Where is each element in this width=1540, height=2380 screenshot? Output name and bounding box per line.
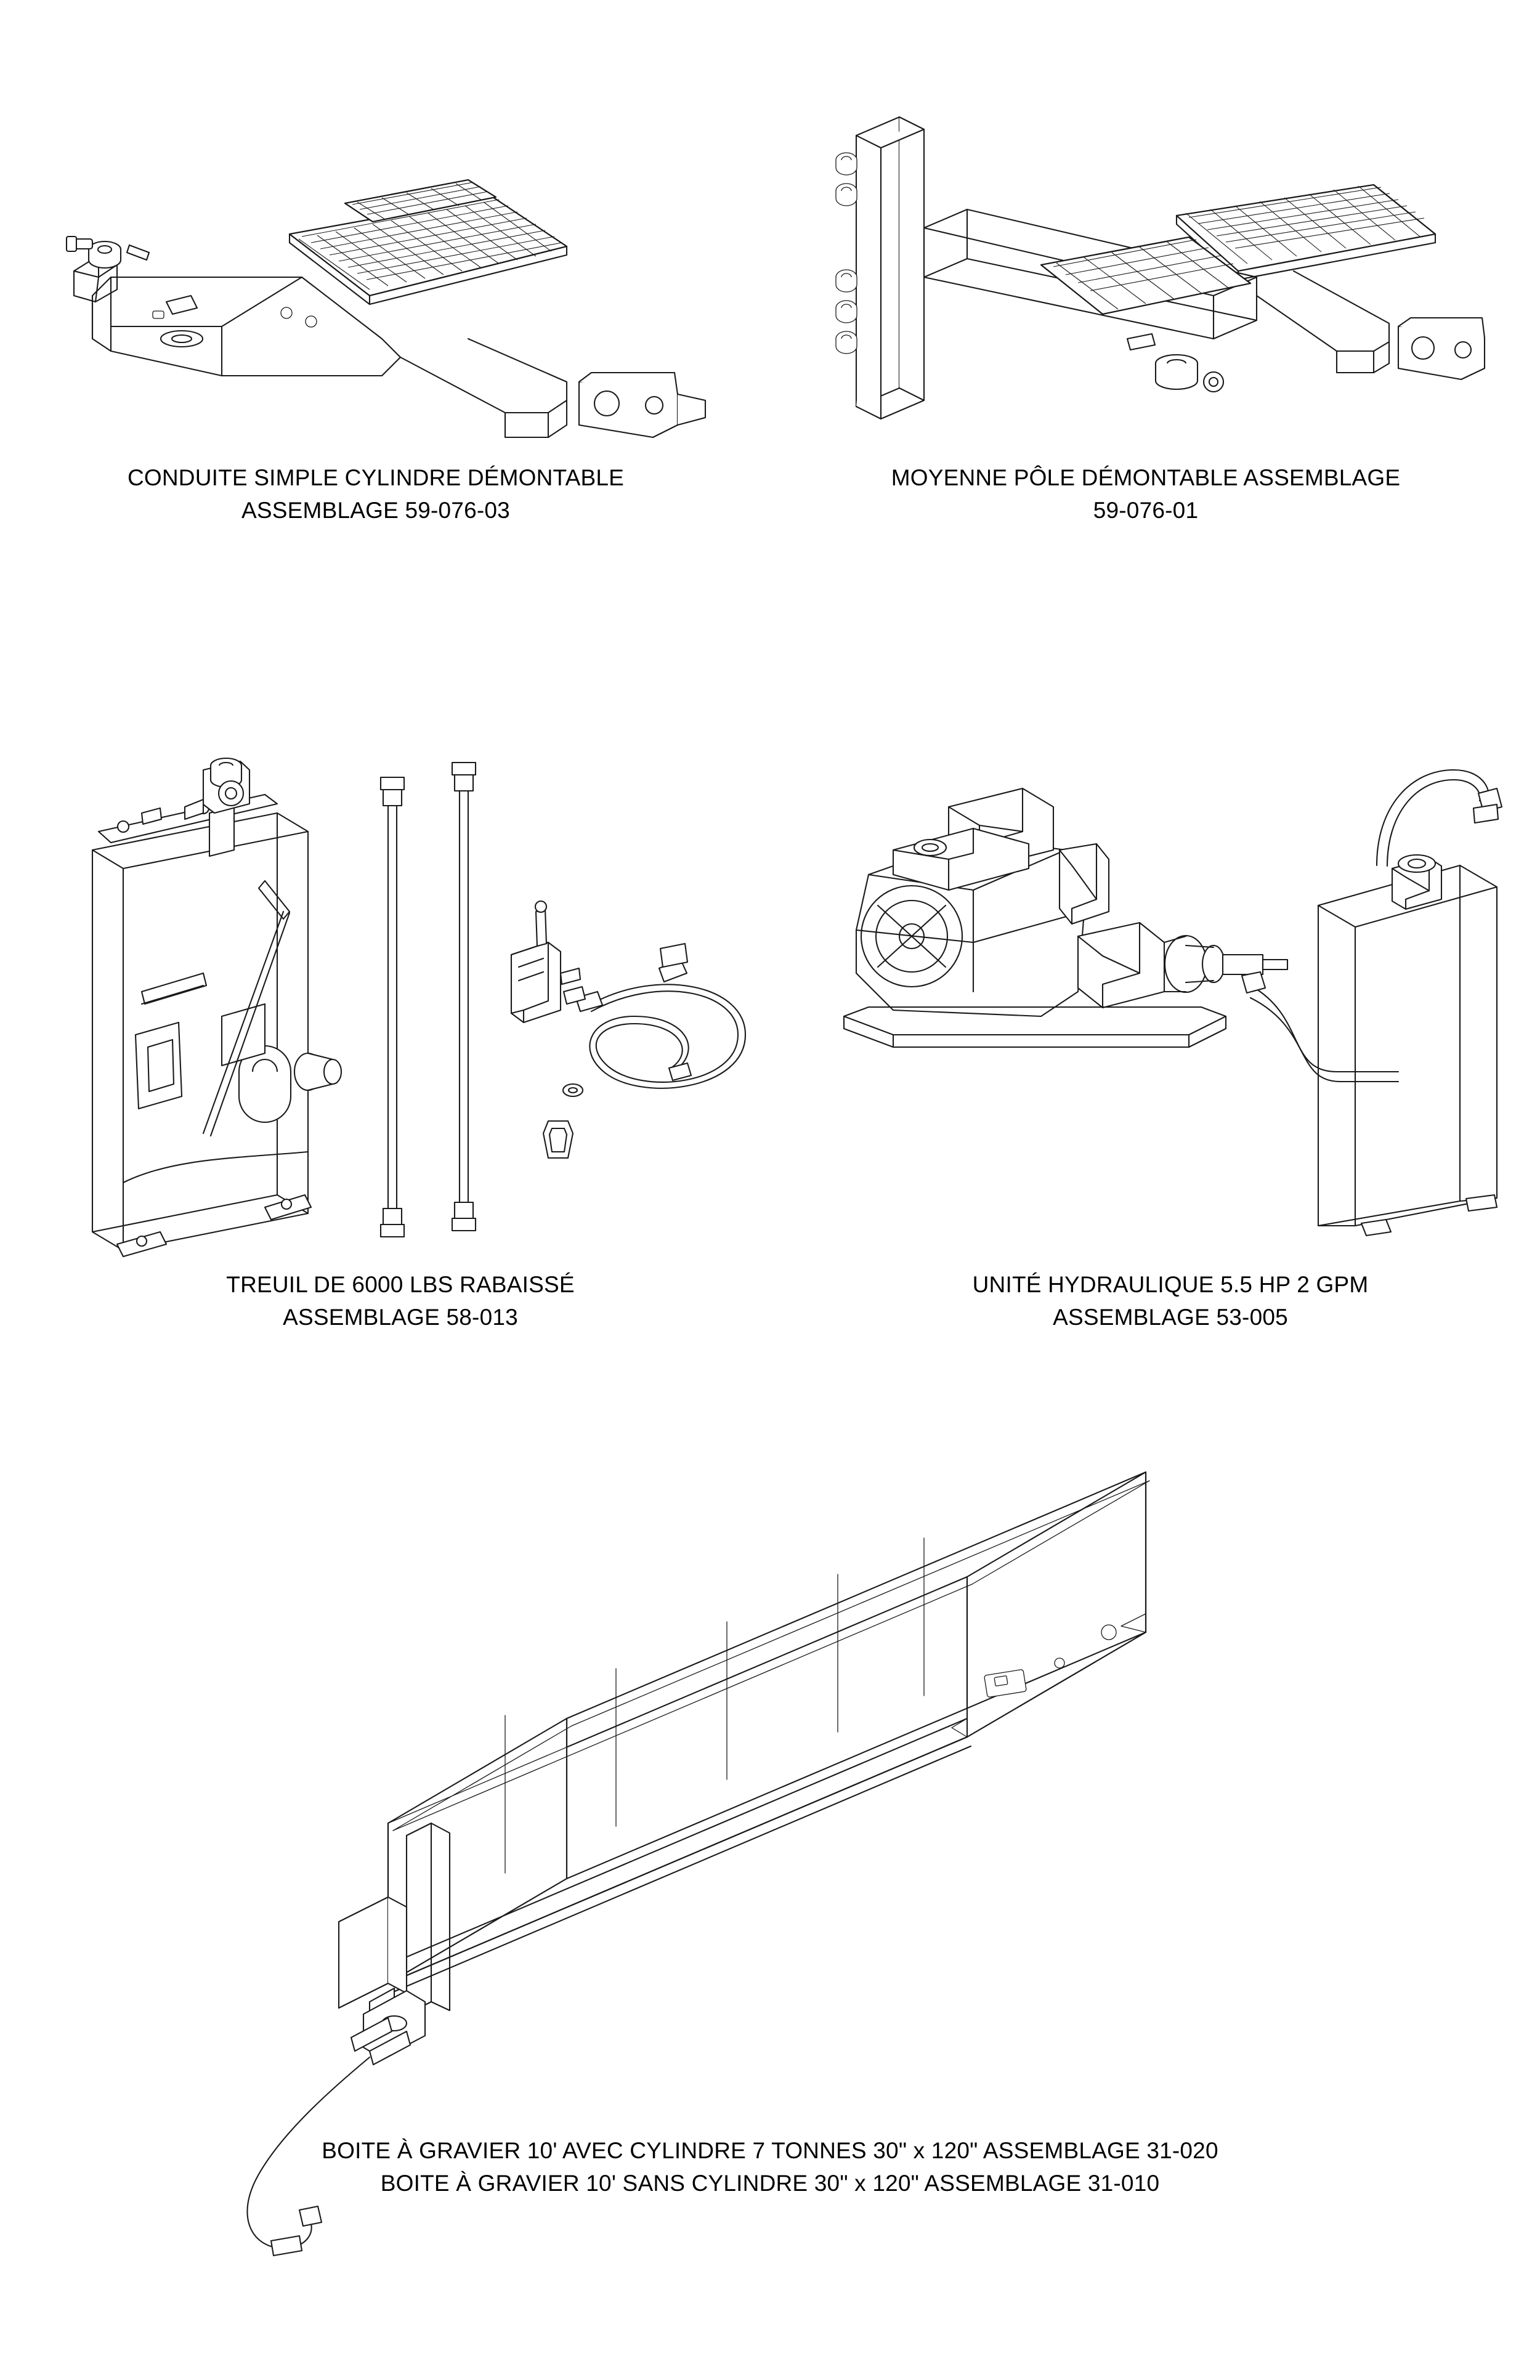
caption-line: UNITÉ HYDRAULIQUE 5.5 HP 2 GPM — [972, 1272, 1369, 1297]
caption-line: ASSEMBLAGE 59-076-03 — [241, 497, 510, 523]
caption-moyenne-pole-demontable — [891, 462, 1401, 527]
figure-treuil-6000-lbs-rabaisse — [0, 727, 801, 1334]
figure-unite-hydraulique — [801, 727, 1540, 1334]
illustration-single-cylinder-tongue — [37, 92, 715, 462]
figure-row-2 — [0, 727, 1540, 1334]
figure-moyenne-pole-demontable — [752, 92, 1540, 527]
figure-boite-a-gravier — [0, 1429, 1540, 2200]
caption-line: CONDUITE SIMPLE CYLINDRE DÉMONTABLE — [127, 465, 625, 490]
caption-line: TREUIL DE 6000 LBS RABAISSÉ — [226, 1272, 575, 1297]
caption-line: BOITE À GRAVIER 10' AVEC CYLINDRE 7 TONNES 30" x 120" ASSEMBLAGE 31-020 — [322, 2138, 1218, 2163]
illustration-gravel-box — [185, 1429, 1355, 2119]
caption-line: 59-076-01 — [1093, 497, 1199, 523]
caption-unite-hydraulique — [973, 1269, 1369, 1334]
illustration-lowered-winch — [18, 727, 782, 1269]
figure-row-1 — [0, 92, 1540, 527]
caption-boite-a-gravier — [322, 2135, 1218, 2200]
figure-row-3 — [0, 1429, 1540, 2200]
caption-line: BOITE À GRAVIER 10' SANS CYLINDRE 30" x 120" ASSEMBLAGE 31-010 — [380, 2170, 1160, 2196]
caption-conduite-simple-cylindre-demontable — [128, 462, 624, 527]
caption-line: ASSEMBLAGE 58-013 — [283, 1304, 518, 1330]
figure-conduite-simple-cylindre-demontable — [0, 92, 752, 527]
illustration-medium-detachable-pole — [782, 92, 1509, 462]
caption-line: ASSEMBLAGE 53-005 — [1053, 1304, 1288, 1330]
caption-line: MOYENNE PÔLE DÉMONTABLE ASSEMBLAGE — [891, 465, 1401, 490]
caption-treuil-6000-lbs-rabaisse — [226, 1269, 574, 1334]
illustration-hydraulic-power-unit — [819, 727, 1522, 1269]
